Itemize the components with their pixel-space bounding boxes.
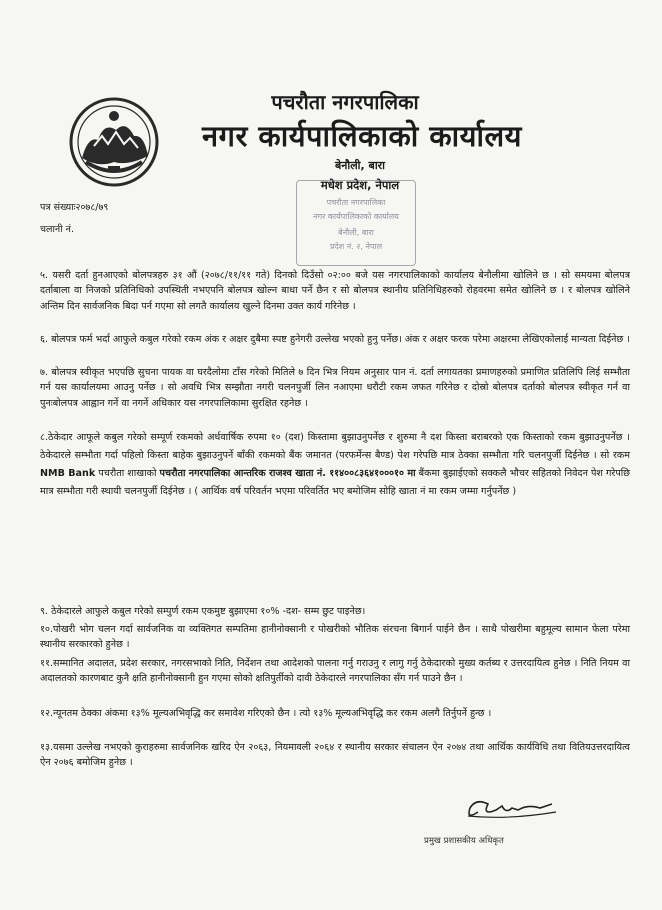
stamp-line: नगर कार्यपालिकाको कार्यालय [313,212,399,221]
paragraph-12: १२.न्यूनतम ठेक्का अंकमा १३% मूल्यअभिवृद्धि कर समावेश गरिएको छैन । त्यो १३% मूल्यअभिवृद्धि कर रकम अलगै तिर्नुपर्ने हुन्छ । [40,708,492,719]
stamp-line: प्रदेश नं. २, नेपाल [329,242,383,251]
signatory-title: प्रमुख प्रशासकीय अधिकृत [424,836,504,846]
paragraph-8 [40,429,630,501]
letter-number: पत्र संख्याः२०७८/७९ [40,202,109,213]
nepal-emblem-icon [68,96,160,188]
paragraph-7: ७. बोलपत्र स्वीकृत भएपछि सुचना पायक वा घरदैलोमा टाँस गरेको मितिले ७ दिन भित्र नियम अनुसार पान नं. दर्ता लगायतका प्रमाणहरुको प्रमाणित प्रतिलिपि लिई सम्भौता गर्न यस कार्यालयमा आउनु पर्नेछ । सो अवधि भित्र सम्झौता नगरी चलनपुर्जी लिन नआएमा धरौटी रकम जफत गरिनेछ र दोस्रो बोलपत्र दर्ताको बोलपत्र स्वीकृत गर्न वा पुनःबोलपत्र आह्वान गर्ने वा नगर्ने अधिकार यस नगरपालिकामा सुरक्षित रहनेछ । [40,367,630,409]
municipality-name: पचरौता नगरपालिका [271,90,419,114]
paragraph-13: १३.यसमा उल्लेख नभएको कुराहरुमा सार्वजनिक खरिद ऐन २०६३, नियमावली २०६४ र स्थानीय सरकार संचालन ऐन २०७४ तथा आर्थिक कार्यविधि तथा वितियउत्तरदायित्व ऐन २०७६ बमोजिम हुनेछ । [40,742,630,769]
paragraph-8-text: पचरौता शाखाको [95,468,160,479]
office-address: बेनौली, बारा [334,159,386,172]
province-line: मधेश प्रदेश, नेपाल [320,178,400,192]
paragraph-9: ९. ठेकेदारले आफुले कबुल गरेको सम्पुर्ण रकम एकमुष्ट बुझाएमा १०% -दश- सम्म छुट पाइनेछ। [40,606,366,617]
paragraph-8-text: बैंकमा बुझाईएको सक्कलै भौचर सहितको निवेदन पेश गरेपछि मात्र सम्भौता गरी स्थायी चलनपुर्जी दिईनेछ । ( आर्थिक वर्ष परिवर्तन भएमा परिवर्तित भए बमोजिम सोहि खाता नं मा रकम जम्मा गर्नुपर्नेछ ) [40,468,630,497]
paragraph-8-text: ८.ठेकेदार आफूले कबुल गरेको सम्पूर्ण रकमको अर्धवार्षिक रुपमा १० (दश) किस्तामा बुझाउनुपर्नेछ र शुरुमा नै दश किस्ता बराबरको एक किस्ताको रकम बुझाउनुपर्नेछ । ठेकेदारले सम्भौता गर्दा पहिलो किस्ता बाहेक बुझाउनुपर्ने बाँकी रकमको बैंक जमानत (परफर्मेन्स बैण्ड) पेश गरेपछि मात्र ठेक्का सम्भौता गरि चलनपुर्जी दिईनेछ । सो रकम [40,432,630,461]
dispatch-number: चलानी नं. [40,224,74,235]
paragraph-5: ५. यसरी दर्ता हुनआएको बोलपत्रहरु ३१ औं (२०७८/११/११ गते) दिनको दिउँसो ०२:०० बजे यस नगरपालिकाको कार्यालय बेनौलीमा खोलिने छ । सो समयमा बोलपत्र दर्ताबाला वा निजको प्रतिनिधिको उपस्थिती नभएपनि बोलपत्र खोल्न बाधा पर्ने छैन र सो बोलपत्र स्थानीय प्रतिनिधिहरुको रोहवरमा समेत खोलिने छ । र बोलपत्र खोलिने अन्तिम दिन सार्वजनिक बिदा पर्न गएमा सो लगतै कार्यालय खुल्ने दिनमा उक्त कार्य गरिनेछ । [40,270,630,312]
paragraph-10: १०.पोखरी भोग चलन गर्दा सार्वजनिक वा व्यक्तिगत सम्पतिमा हानीनोक्सानी र पोखरीको भौतिक संरचना बिगार्न पाईने छैन । साथै पोखरीमा बहुमूल्य सामान फेला परेमा स्थानीय सरकारको हुनेछ । [40,624,630,651]
office-stamp [296,180,416,266]
stamp-line: पचरौता नगरपालिका [326,198,386,207]
paragraph-11: ११.सम्मानित अदालत, प्रदेश सरकार, नगरसभाको निति, निर्देशन तथा आदेशको पालना गर्नु गराउनु र लागु गर्नु ठेकेदारको मुख्य कर्तब्य र उत्तरदायित्व हुनेछ । निति नियम वा अदालतको कारणबाट कुनै क्षति हानीनोक्सानी हुन गएमा सोको क्षतिपुर्तीको दावी ठेकेदारले नगरपालिका सँग गर्न पाउने छैन । [40,658,630,685]
office-name: नगर कार्यपालिकाको कार्यालय [202,119,522,153]
account-number: पचरौता नगरपालिका आन्तरिक राजश्व खाता नं. ११४००८३६४१०००१० मा [159,468,416,479]
bank-name: NMB Bank [40,468,96,479]
stamp-line: बेनौली, बारा [338,228,374,237]
paragraph-6: ६. बोलपत्र फर्म भर्दा आफुले कबुल गरेको रकम अंक र अक्षर दुबैमा स्पष्ट हुनेगरी उल्लेख भएको हुनु पर्नेछ। अंक र अक्षर फरक परेमा अक्षरमा लेखिएकोलाई मान्यता दिईनेछ । [40,334,630,345]
signature-icon [448,790,568,830]
